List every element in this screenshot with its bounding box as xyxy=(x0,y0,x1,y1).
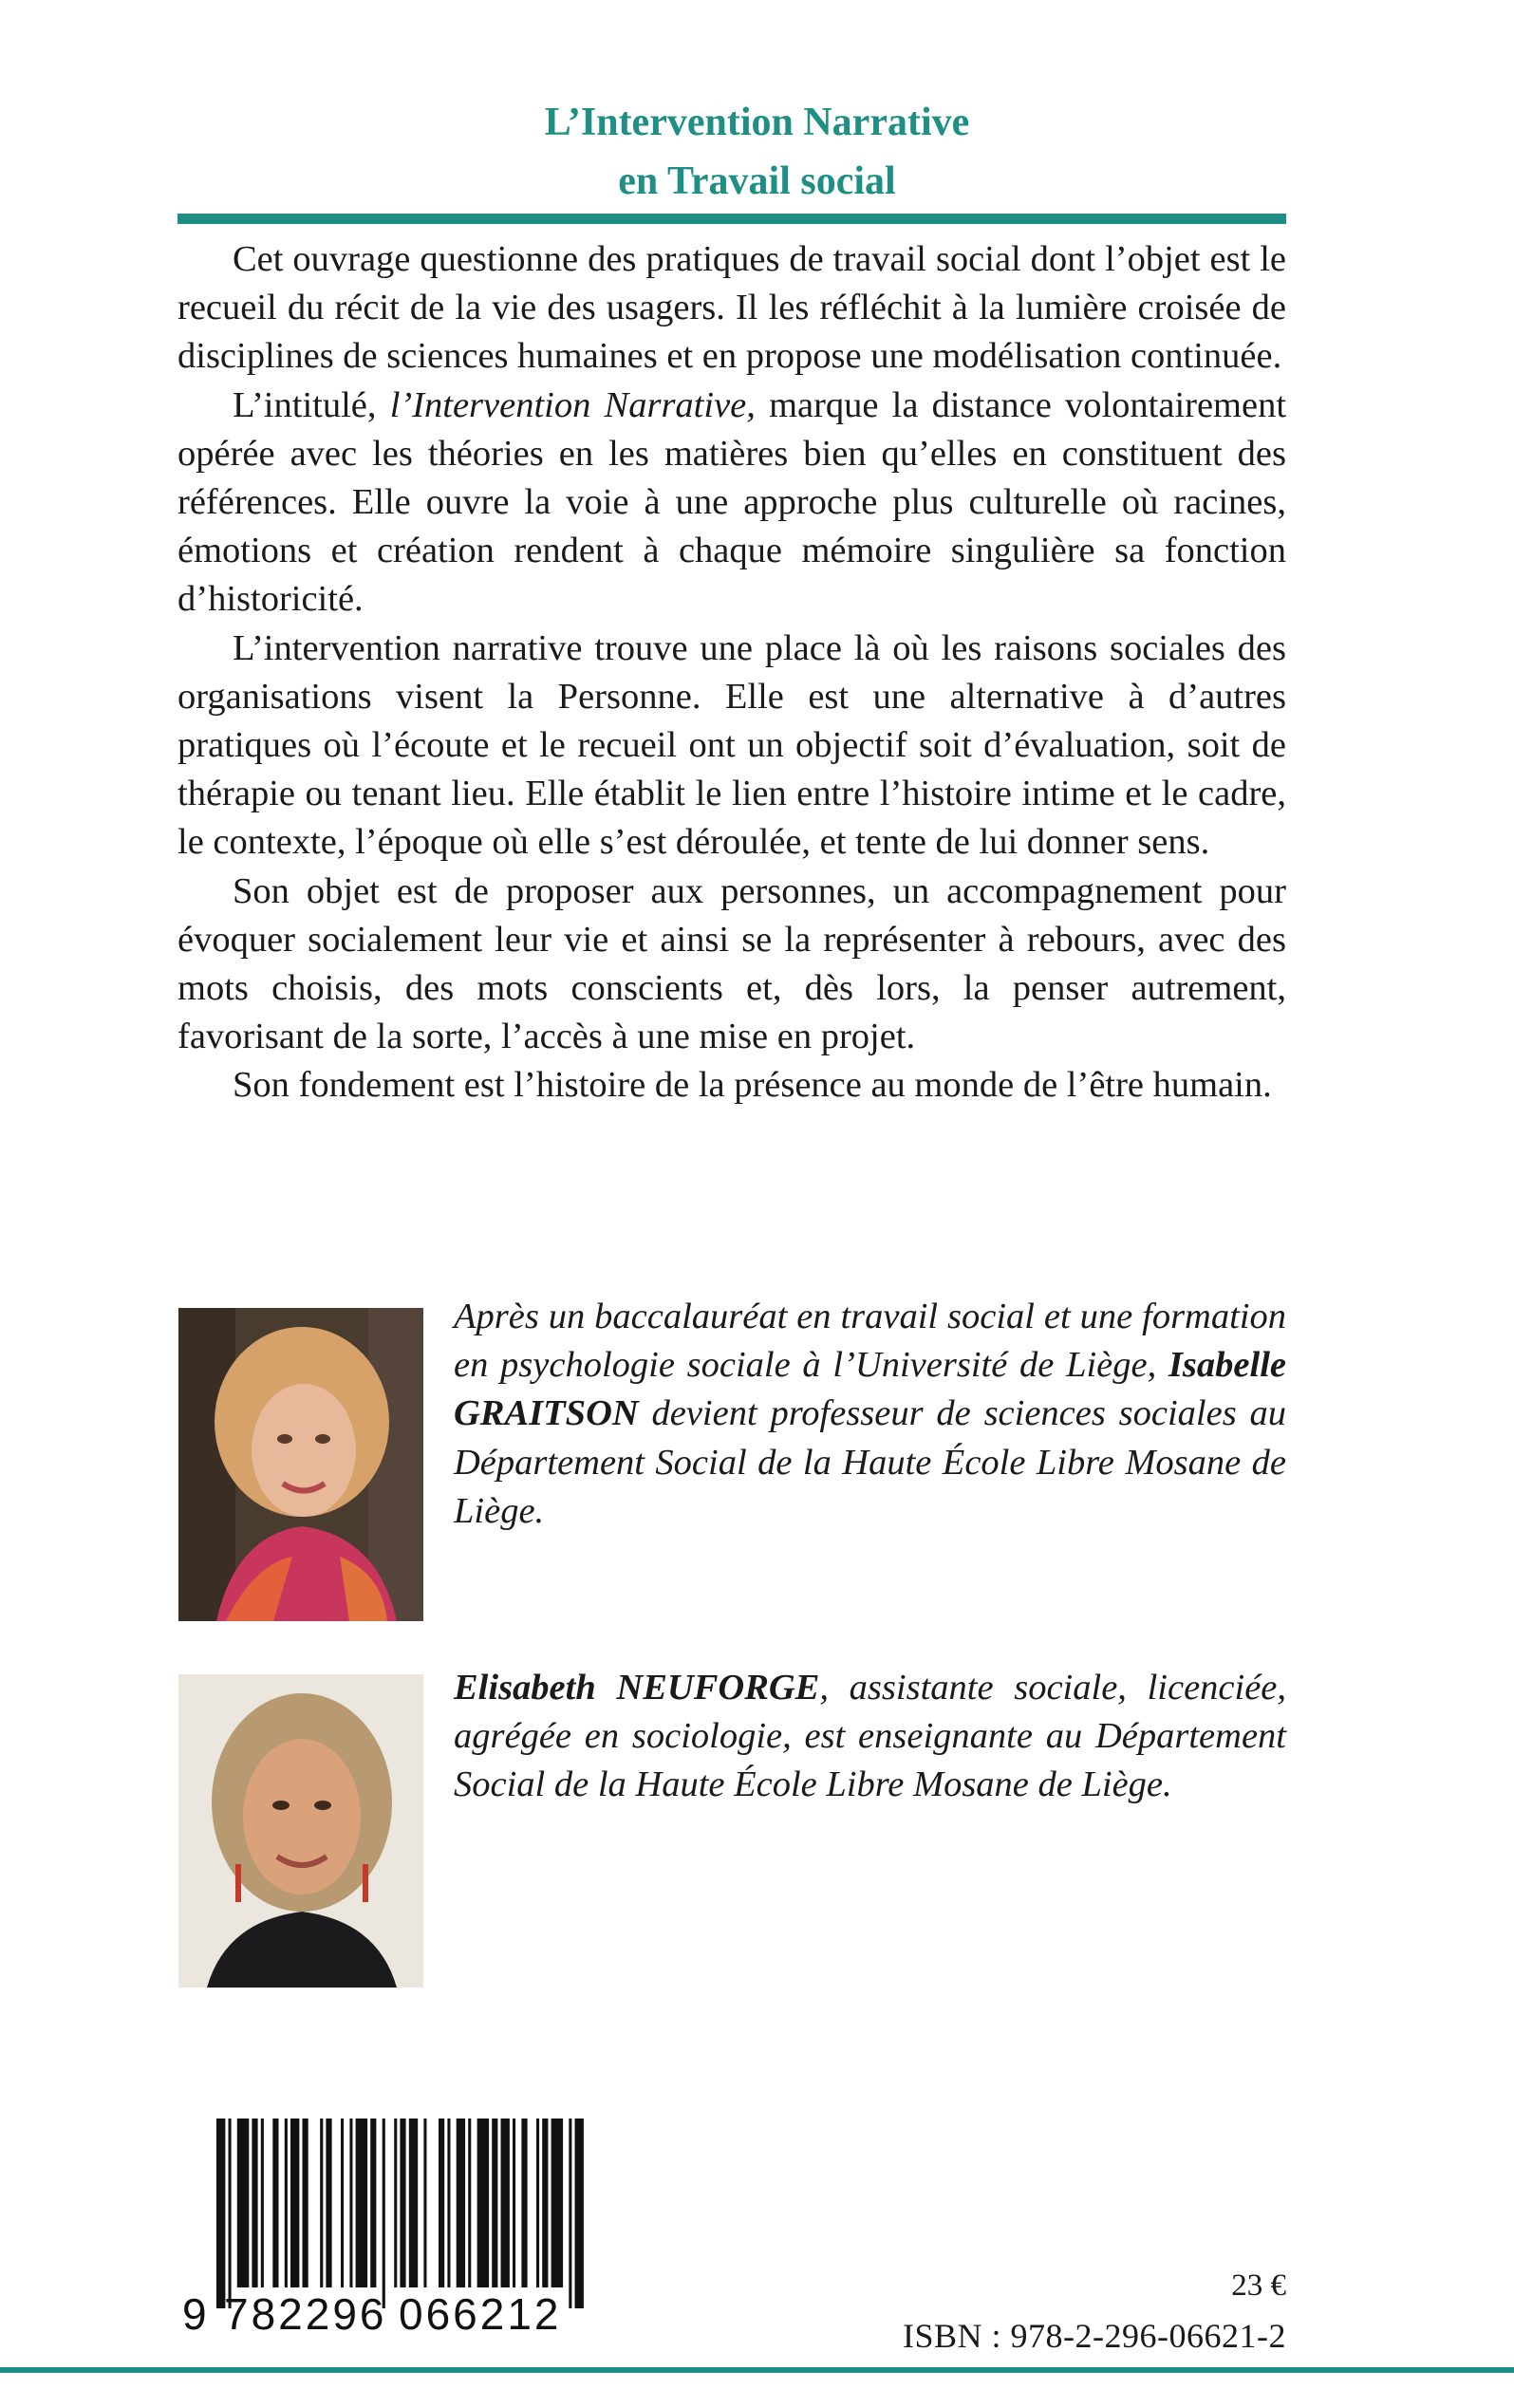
barcode-bar xyxy=(229,2119,232,2308)
barcode-bar xyxy=(501,2119,510,2287)
barcode-bar xyxy=(216,2119,225,2308)
author-bio-neuforge xyxy=(454,1664,1286,1810)
barcode-bar xyxy=(349,2119,352,2287)
blurb xyxy=(178,235,1286,1111)
bottom-divider xyxy=(0,2367,1514,2373)
barcode-bar xyxy=(326,2119,331,2287)
blurb-paragraph-1: Cet ouvrage questionne des pratiques de travail social dont l’objet est le recueil du récit de la vie des usagers. Il les réfléchit à la lumière croisée de disciplines de sciences humaines et en propose une modélisation continuée. xyxy=(178,239,1286,377)
barcode-bar xyxy=(513,2119,515,2287)
book-title-line2: en Travail social xyxy=(618,159,896,203)
barcode-bar xyxy=(252,2119,257,2287)
bio-graitson-rest: devient professeur de sciences sociales au Département Social de la Haute École Libre Mosane de Liège. xyxy=(454,1393,1286,1531)
blurb-p2-start: L’intitulé, xyxy=(233,384,390,425)
barcode-bar xyxy=(370,2119,376,2287)
blurb-paragraph-5: Son fondement est l’histoire de la présence au monde de l’être humain. xyxy=(233,1065,1272,1106)
author-photo-graitson xyxy=(178,1308,423,1621)
barcode-bar xyxy=(341,2119,344,2287)
bio-graitson-intro: Après un baccalauréat en travail social et une formation en psychologie sociale à l’Université de Liège, xyxy=(454,1297,1286,1386)
barcode-digits-right: 066212 xyxy=(399,2289,562,2337)
barcode-bar xyxy=(569,2119,571,2308)
barcode-bar xyxy=(536,2119,539,2287)
barcode-bar xyxy=(447,2119,450,2287)
portrait-neuforge-illustration xyxy=(178,1674,423,1988)
barcode-bar xyxy=(290,2119,299,2287)
barcode-bar xyxy=(542,2119,548,2287)
barcode-bar xyxy=(439,2119,444,2287)
price: 23 € xyxy=(1231,2268,1286,2303)
author-bio-graitson xyxy=(454,1293,1286,1536)
book-title-line1: L’Intervention Narrative xyxy=(544,101,970,144)
barcode-bar xyxy=(303,2119,308,2287)
barcode-bar xyxy=(551,2119,564,2287)
barcode-bar xyxy=(285,2119,288,2287)
barcode-bar xyxy=(477,2119,489,2287)
portrait-graitson-illustration xyxy=(178,1308,423,1621)
barcode-bar xyxy=(237,2119,249,2287)
barcode-bar xyxy=(521,2119,527,2287)
barcode-bar xyxy=(383,2119,385,2308)
barcode-bar xyxy=(423,2119,426,2287)
barcode-digit-first: 9 xyxy=(182,2289,207,2337)
isbn-number: ISBN : 978-2-296-06621-2 xyxy=(903,2317,1286,2355)
barcode-bar xyxy=(575,2119,584,2308)
blurb-paragraph-4: Son objet est de proposer aux personnes, un accompagnement pour évoquer socialement leur vie et ainsi se la représenter à rebours, avec des mots choisis, des mots conscients et, dès lors, la penser autrement, favorisant de la sorte, l’accès à une mise en projet. xyxy=(178,870,1286,1057)
blurb-p2-title: l’Intervention Narrative, xyxy=(389,384,756,425)
barcode-graphic xyxy=(178,2119,587,2337)
barcode-bar xyxy=(261,2119,264,2287)
barcode-bar xyxy=(356,2119,368,2287)
author-name-graitson: Isabelle GRAITSON xyxy=(454,1345,1286,1434)
barcode-bar xyxy=(272,2119,278,2287)
barcode-digits-left: 782296 xyxy=(224,2289,387,2337)
barcode-bar xyxy=(400,2119,405,2287)
barcode-bar xyxy=(394,2119,397,2287)
barcode-bar xyxy=(468,2119,471,2287)
bio-neuforge-text: , assistante sociale, licenciée, agrégée en sociologie, est enseignante au Département Social de la Haute École Libre Mosane de Liège. xyxy=(454,1668,1286,1805)
isbn-barcode xyxy=(178,2119,587,2337)
author-photo-neuforge xyxy=(178,1674,423,1988)
barcode-bar xyxy=(409,2119,418,2287)
book-title xyxy=(0,93,1514,211)
blurb-paragraph-3: L’intervention narrative trouve une place là où les raisons sociales des organisations visent la Personne. Elle est une alternative à d’autres pratiques où l’écoute et le recueil ont un objectif soit d’évaluation, soit de thérapie ou tenant lieu. Elle établit le lien entre l’histoire intime et le cadre, le contexte, l’époque où elle s’est déroulée, et tente de lui donner sens. xyxy=(178,627,1286,863)
barcode-bar xyxy=(457,2119,465,2287)
author-name-neuforge: Elisabeth NEUFORGE xyxy=(454,1668,820,1708)
blurb-paragraph-2 xyxy=(178,382,1286,625)
title-divider xyxy=(178,214,1286,224)
barcode-bar xyxy=(320,2119,323,2287)
blurb-p2-rest: marque la distance volontairement opérée avec les théories en les matières bien qu’elles en constituent des références. Elle ouvre la voie à une approche plus culturelle où racines, émotions et création rendent à chaque mémoire singulière sa fonction d’historicité. xyxy=(178,384,1287,620)
barcode-bars xyxy=(216,2119,584,2308)
barcode-bar xyxy=(492,2119,497,2287)
